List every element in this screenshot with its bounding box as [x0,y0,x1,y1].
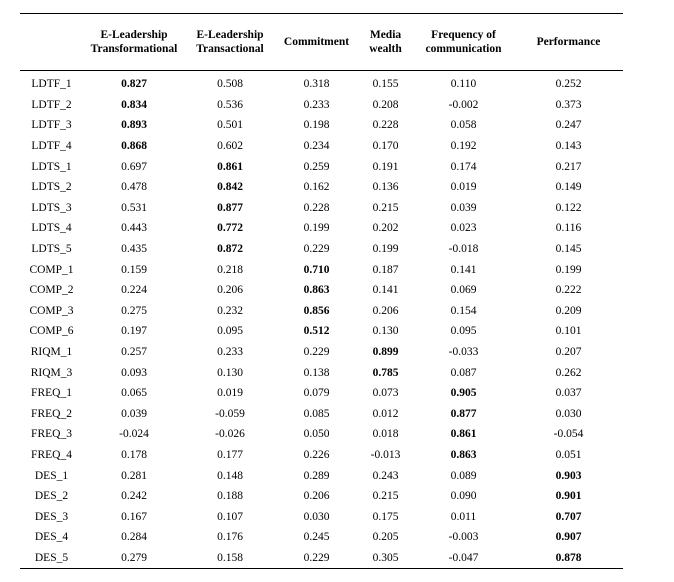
item-label-cell: LDTS_5 [31,243,72,256]
table-row [20,218,623,239]
loading-cell: 0.233 [217,346,243,359]
item-label-cell: FREQ_3 [31,428,72,441]
loading-cell: 0.284 [121,531,147,544]
loading-cell: -0.047 [448,551,479,564]
loading-cell-primary: 0.512 [303,325,330,338]
loading-cell: 0.242 [121,490,147,503]
loading-cell: 0.205 [372,531,399,544]
loading-cell: 0.149 [555,181,582,194]
item-label-cell: COMP_3 [29,304,74,317]
loading-cell: 0.218 [217,263,243,276]
item-label-cell: FREQ_1 [31,387,72,400]
table-row [20,424,623,445]
loading-cell-primary: 0.863 [303,284,330,297]
loading-cell: 0.095 [217,325,243,338]
item-label-cell: LDTF_3 [31,119,72,132]
loading-cell: 0.245 [303,531,330,544]
loading-cell: 0.154 [450,304,477,317]
loading-cell: 0.208 [372,98,399,111]
loading-cell-primary: 0.772 [217,222,243,235]
loading-cell: 0.039 [121,407,147,420]
loading-cell: 0.318 [303,78,330,91]
table-body [20,71,623,569]
item-label-cell: FREQ_4 [31,448,72,461]
loading-cell: 0.209 [555,304,582,317]
table-row [20,177,623,198]
loading-cell: 0.089 [450,469,477,482]
loading-cell: 0.215 [372,490,399,503]
loading-cell: 0.170 [372,140,399,153]
loading-cell: -0.059 [215,407,245,420]
loading-cell: 0.079 [303,387,330,400]
loading-cell-primary: 0.878 [555,551,582,564]
loading-cell: -0.033 [448,346,479,359]
loading-cell-primary: 0.907 [555,531,582,544]
loading-cell: 0.262 [555,366,582,379]
loading-cell: 0.159 [121,263,147,276]
table-row [20,445,623,466]
loading-cell: 0.051 [555,448,582,461]
item-label-cell: COMP_6 [29,325,74,338]
media-wealth-header [358,14,413,71]
loading-cell: 0.478 [121,181,147,194]
loading-cell: 0.259 [303,160,330,173]
loading-cell: 0.202 [372,222,399,235]
loading-cell: 0.281 [121,469,147,482]
table-row [20,548,623,569]
loading-cell-primary: 0.863 [450,448,477,461]
table-header [20,14,623,71]
loading-cell: 0.188 [217,490,243,503]
cross-loadings-table-container [20,13,623,569]
item-label-cell: COMP_1 [29,263,74,276]
loading-cell: 0.228 [372,119,399,132]
loading-cell-primary: 0.868 [121,140,147,153]
loading-cell-primary: 0.877 [217,201,243,214]
loading-cell: 0.226 [303,448,330,461]
item-label-cell: LDTF_1 [31,78,72,91]
loading-cell: 0.232 [217,304,243,317]
frequency-of-communication-header [413,14,514,71]
loading-cell: 0.162 [303,181,330,194]
table-row [20,342,623,363]
table-row [20,95,623,116]
loading-cell: 0.228 [303,201,330,214]
loading-cell: 0.069 [450,284,477,297]
loading-cell: 0.197 [121,325,147,338]
table-row [20,136,623,157]
loading-cell: 0.158 [217,551,243,564]
table-row [20,362,623,383]
loading-cell: 0.037 [555,387,582,400]
loading-cell: -0.024 [119,428,149,441]
table-row [20,198,623,219]
loading-cell: 0.019 [217,387,243,400]
item-column-header [20,14,83,71]
loading-cell: 0.289 [303,469,330,482]
loading-cell-primary: 0.901 [555,490,582,503]
loading-cell: -0.013 [370,448,401,461]
loading-cell: 0.697 [121,160,147,173]
loading-cell: 0.501 [217,119,243,132]
loading-cell: -0.018 [448,243,479,256]
item-label-cell: LDTS_1 [31,160,72,173]
loading-cell: 0.176 [217,531,243,544]
loading-cell: 0.101 [555,325,582,338]
loading-cell: 0.233 [303,98,330,111]
loading-cell: -0.054 [553,428,584,441]
table-row [20,115,623,136]
item-label-cell: DES_3 [34,510,69,523]
loading-cell: 0.130 [372,325,399,338]
loading-cell-primary: 0.856 [303,304,330,317]
loading-cell: 0.107 [217,510,243,523]
loading-cell: 0.243 [372,469,399,482]
loading-cell-primary: 0.899 [372,346,399,359]
performance-header [514,14,623,71]
loading-cell: 0.058 [450,119,477,132]
table-row [20,280,623,301]
table-row [20,156,623,177]
loading-cell: 0.279 [121,551,147,564]
item-label-cell: FREQ_2 [31,407,72,420]
loading-cell: 0.199 [555,263,582,276]
loading-cell: 0.141 [450,263,477,276]
loading-cell: 0.145 [555,243,582,256]
loading-cell: 0.065 [121,387,147,400]
header-line: E-Leadership [100,29,168,41]
loading-cell: 0.187 [372,263,399,276]
loading-cell-primary: 0.707 [555,510,582,523]
loading-cell: 0.222 [555,284,582,297]
header-row [20,14,623,71]
item-label-cell: DES_1 [34,469,69,482]
item-label-cell: LDTF_4 [31,140,72,153]
loading-cell: 0.138 [303,366,330,379]
loading-cell: 0.536 [217,98,243,111]
loading-cell: 0.012 [372,407,399,420]
loading-cell: 0.087 [450,366,477,379]
header-line: Performance [536,36,601,48]
table-row [20,404,623,425]
loading-cell: 0.050 [303,428,330,441]
loading-cell: 0.122 [555,201,582,214]
loading-cell: 0.252 [555,78,582,91]
loading-cell: 0.247 [555,119,582,132]
loading-cell: 0.019 [450,181,477,194]
e-leadership-transformational-header [83,14,185,71]
table-row [20,301,623,322]
loading-cell: 0.130 [217,366,243,379]
loading-cell: 0.023 [450,222,477,235]
item-label-cell: COMP_2 [29,284,74,297]
loading-cell: 0.110 [450,78,477,91]
loading-cell: 0.030 [555,407,582,420]
item-label-cell: DES_2 [34,490,69,503]
loading-cell: 0.275 [121,304,147,317]
loading-cell-primary: 0.905 [450,387,477,400]
loading-cell: 0.192 [450,140,477,153]
e-leadership-transactional-header [185,14,275,71]
loading-cell: 0.257 [121,346,147,359]
header-line: E-Leadership [196,29,264,41]
loading-cell: 0.602 [217,140,243,153]
loading-cell: 0.116 [555,222,582,235]
table-row [20,71,623,95]
loading-cell: 0.207 [555,346,582,359]
table-row [20,239,623,260]
loading-cell: 0.229 [303,551,330,564]
table-row [20,383,623,404]
loading-cell: 0.443 [121,222,147,235]
loading-cell: 0.229 [303,243,330,256]
loading-cell: -0.002 [448,98,479,111]
loading-cell: -0.026 [215,428,245,441]
item-label-cell: RIQM_3 [30,366,73,379]
header-line: communication [425,43,502,55]
loading-cell: 0.229 [303,346,330,359]
item-label-cell: RIQM_1 [30,346,73,359]
loading-cell: 0.206 [303,490,330,503]
loading-cell: 0.155 [372,78,399,91]
table-row [20,465,623,486]
loading-cell: 0.018 [372,428,399,441]
loading-cell: 0.199 [303,222,330,235]
loading-cell: 0.095 [450,325,477,338]
loading-cell: 0.141 [372,284,399,297]
loading-cell: 0.305 [372,551,399,564]
loading-cell-primary: 0.861 [217,160,243,173]
loading-cell: 0.073 [372,387,399,400]
loading-cell: 0.234 [303,140,330,153]
header-line: Transformational [90,43,178,55]
item-label-cell: DES_5 [34,551,69,564]
loading-cell: 0.148 [217,469,243,482]
loading-cell: 0.011 [450,510,477,523]
loading-cell-primary: 0.872 [217,243,243,256]
cross-loadings-table [20,13,623,569]
loading-cell: 0.206 [217,284,243,297]
loading-cell: 0.085 [303,407,330,420]
loading-cell-primary: 0.842 [217,181,243,194]
loading-cell: 0.143 [555,140,582,153]
loading-cell-primary: 0.785 [372,366,399,379]
loading-cell: 0.177 [217,448,243,461]
loading-cell: 0.199 [372,243,399,256]
loading-cell: 0.175 [372,510,399,523]
loading-cell-primary: 0.877 [450,407,477,420]
loading-cell: 0.093 [121,366,147,379]
loading-cell: -0.003 [448,531,479,544]
loading-cell-primary: 0.903 [555,469,582,482]
item-label-cell: LDTS_4 [31,222,72,235]
loading-cell: 0.508 [217,78,243,91]
loading-cell: 0.206 [372,304,399,317]
item-label-cell: LDTS_3 [31,201,72,214]
loading-cell-primary: 0.827 [121,78,147,91]
commitment-header [275,14,358,71]
item-label-cell: DES_4 [34,531,69,544]
loading-cell: 0.090 [450,490,477,503]
loading-cell: 0.224 [121,284,147,297]
loading-cell: 0.215 [372,201,399,214]
header-line: Media [369,29,402,41]
table-row [20,259,623,280]
loading-cell: 0.178 [121,448,147,461]
loading-cell: 0.039 [450,201,477,214]
loading-cell: 0.217 [555,160,582,173]
loading-cell: 0.174 [450,160,477,173]
loading-cell-primary: 0.861 [450,428,477,441]
table-row [20,321,623,342]
loading-cell: 0.136 [372,181,399,194]
header-line: Frequency of [431,29,496,41]
loading-cell-primary: 0.710 [303,263,330,276]
loading-cell: 0.167 [121,510,147,523]
loading-cell: 0.373 [555,98,582,111]
table-row [20,527,623,548]
item-label-cell: LDTF_2 [31,98,72,111]
loading-cell: 0.198 [303,119,330,132]
loading-cell: 0.435 [121,243,147,256]
header-line: Commitment [283,36,350,48]
loading-cell-primary: 0.834 [121,98,147,111]
loading-cell: 0.030 [303,510,330,523]
table-row [20,486,623,507]
loading-cell: 0.191 [372,160,399,173]
table-row [20,506,623,527]
header-line: wealth [369,43,402,55]
loading-cell: 0.531 [121,201,147,214]
loading-cell-primary: 0.893 [121,119,147,132]
header-line: Transactional [196,43,264,55]
item-label-cell: LDTS_2 [31,181,72,194]
